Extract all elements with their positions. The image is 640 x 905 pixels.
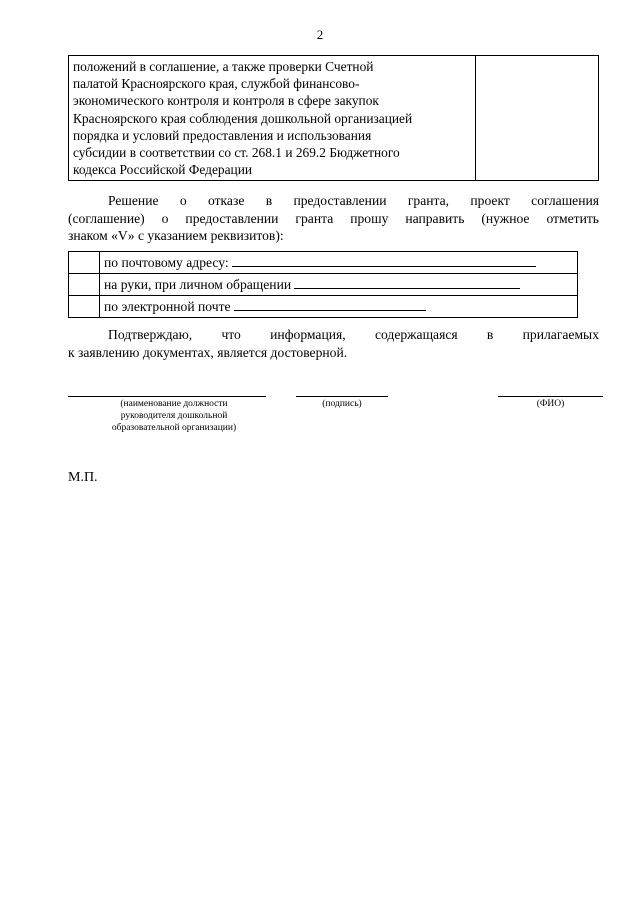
option-cell (100, 274, 578, 296)
conditions-text-cell (69, 56, 476, 181)
text-line: положений в соглашение, а также проверки Счетной (73, 59, 374, 74)
text-line: кодекса Российской Федерации (73, 162, 253, 178)
option-cell (100, 296, 578, 318)
continuation-table (68, 55, 599, 181)
paragraph-line: к заявлению документах, является достоверной. (68, 344, 348, 360)
table-row (69, 274, 578, 296)
text-line: экономического контроля и контроля в сфере закупок (73, 93, 379, 109)
postal-address-field[interactable] (232, 255, 536, 267)
option-cell (100, 252, 578, 274)
text-line: Красноярского края соблюдения дошкольной организацией (73, 110, 413, 126)
position-signature-line[interactable] (68, 396, 266, 397)
table-row (69, 56, 599, 181)
signature-caption: (подпись) (322, 399, 362, 409)
empty-cell (476, 56, 599, 181)
text-line: субсидии в соответствии со ст. 268.1 и 269.2 Бюджетного (73, 145, 400, 161)
full-name-line[interactable] (498, 396, 603, 397)
checkmark-cell-postal[interactable] (69, 252, 100, 274)
paragraph-line: (соглашение) о предоставлении гранта прошу направить (нужное отметить (68, 210, 599, 226)
checkmark-cell-email[interactable] (69, 296, 100, 318)
confirmation-paragraph (68, 326, 599, 361)
stamp-label: М.П. (68, 470, 98, 485)
email-field[interactable] (234, 299, 426, 311)
delivery-request-paragraph (68, 192, 599, 245)
option-label-email: по электронной почте (104, 298, 231, 314)
table-row (69, 296, 578, 318)
option-label-in-person: на руки, при личном обращении (104, 276, 292, 292)
caption-line: (наименование должности (120, 399, 228, 409)
signature-line[interactable] (296, 396, 388, 397)
paragraph-line: Решение о отказе в предоставлении гранта, проект соглашения (108, 193, 599, 208)
page-number: 2 (316, 27, 324, 42)
text-line: порядка и условий предоставления и использования (73, 127, 372, 143)
option-label-postal: по почтовому адресу: (104, 254, 229, 270)
checkmark-cell-in-person[interactable] (69, 274, 100, 296)
paragraph-line: Подтверждаю, что информация, содержащаяся в прилагаемых (108, 327, 599, 342)
text-line: палатой Красноярского края, службой финансово- (73, 76, 360, 92)
paragraph-line: знаком «V» с указанием реквизитов): (68, 228, 284, 243)
full-name-caption: (ФИО) (536, 399, 565, 409)
position-caption (68, 398, 280, 434)
caption-line: руководителя дошкольной (120, 411, 228, 421)
table-row (69, 252, 578, 274)
delivery-options-table (68, 251, 578, 318)
in-person-field[interactable] (294, 277, 520, 289)
caption-line: образовательной организации) (111, 423, 237, 433)
